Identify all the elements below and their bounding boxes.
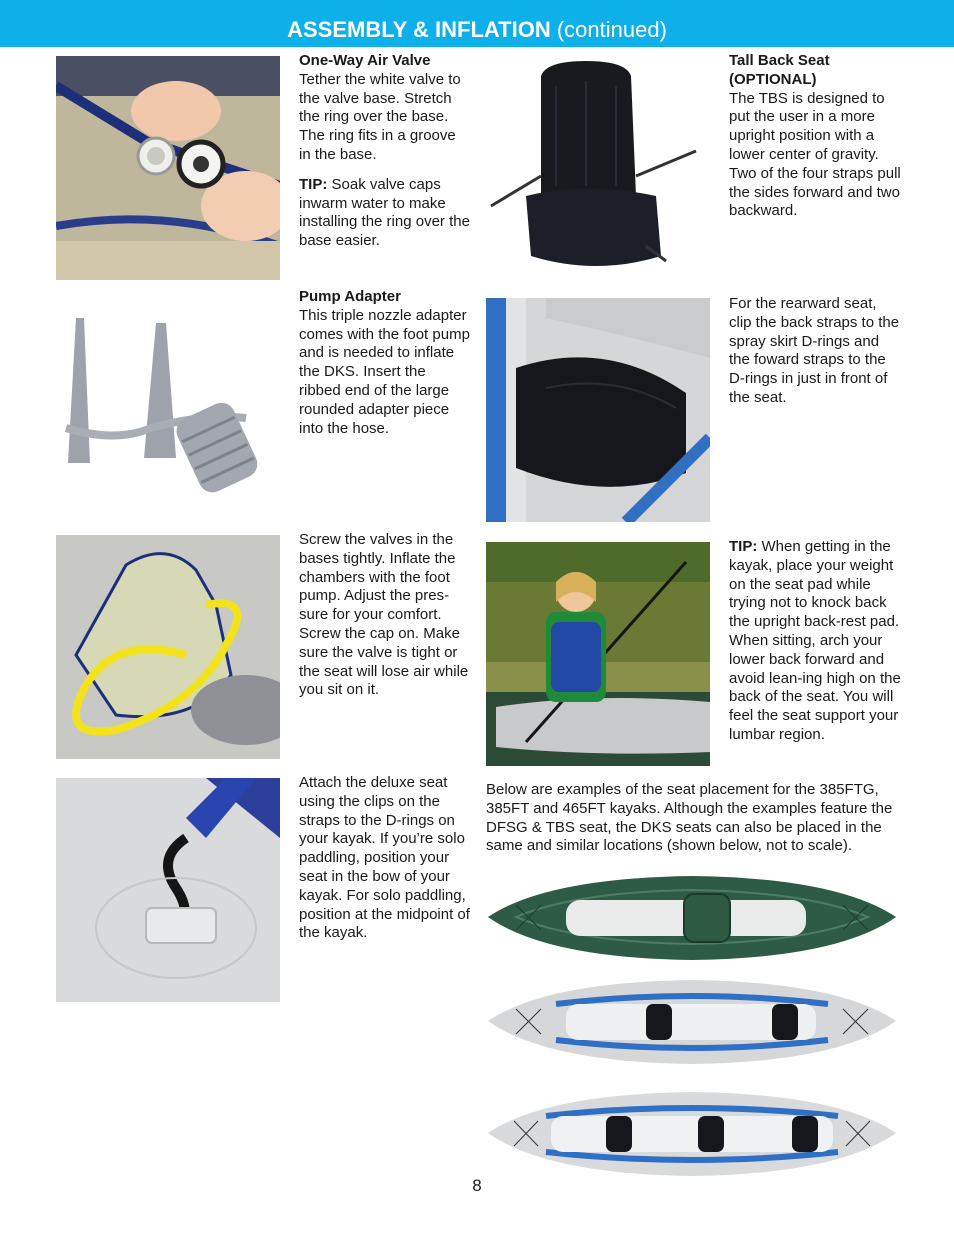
attach-body: Attach the deluxe seat using the clips on the straps to the D-rings on your kayak. If you’re solo paddling, position your seat in the bow of your kayak. For solo paddling, position at the midpoint of the kayak. — [299, 774, 470, 942]
rear-seat-body: For the rearward seat, clip the back straps to the spray skirt D-rings and the foward straps to the D-rings in just in front of the seat. — [729, 295, 900, 406]
kayak-grey-three-seat-illustration — [486, 1086, 898, 1181]
screw-body: Screw the valves in the bases tightly. Inflate the chambers with the foot pump. Adjust the pres-sure for your comfort. Screw the cap on. Make sure the valve is tight or the seat will lose air while you sit on it. — [299, 531, 469, 699]
tip2-text — [729, 538, 901, 745]
rear-seat-illustration — [486, 298, 710, 522]
pump-adapter-photo — [56, 298, 280, 498]
tall-back-seat-photo — [486, 56, 710, 280]
seat-clip-illustration — [56, 778, 280, 1002]
tbs-title-line2: (OPTIONAL) — [729, 70, 817, 88]
valve-title: One-Way Air Valve — [299, 52, 431, 69]
inflating-seat-illustration — [56, 535, 280, 759]
seat-placement-body: Below are examples of the seat placement for the 385FTG, 385FT and 465FT kayaks. Although the examples feature the DFSG & TBS seat, the DKS seats can also be placed in the same and similar locations (shown below, not to scale). — [486, 781, 893, 855]
title-bold: ASSEMBLY & INFLATION — [287, 17, 551, 42]
screw-text — [299, 531, 471, 700]
tbs-text — [729, 52, 901, 221]
paddler-photo — [486, 542, 710, 766]
pump-adapter-illustration — [56, 298, 280, 498]
valve-photo — [56, 56, 280, 280]
inflating-seat-photo — [56, 535, 280, 759]
rear-seat-text — [729, 295, 901, 408]
title-rest: (continued) — [550, 17, 667, 42]
kayak-grey-two-seat-illustration — [486, 974, 898, 1069]
tbs-title-line1: Tall Back Seat — [729, 52, 830, 69]
tip2-body: When getting in the kayak, place your weight on the seat pad while trying not to knock back the upright back-rest pad. When sitting, arch your lower back forward and avoid lean-ing high on the back of the seat. You will feel the seat support your lumbar region. — [729, 538, 901, 743]
valve-text — [299, 52, 471, 251]
valve-tip-body: Soak valve caps inwarm water to make installing the ring over the base easier. — [299, 175, 470, 250]
pump-body: This triple nozzle adapter comes with the foot pump and is needed to inflate the DKS. Insert the ribbed end of the large rounded adapter piece into the hose. — [299, 306, 470, 437]
attach-text — [299, 774, 471, 943]
rear-seat-photo — [486, 298, 710, 522]
tbs-body: The TBS is designed to put the user in a more upright position with a lower center of gravity. Two of the four straps pull the sides forward and two backward. — [729, 89, 901, 220]
tall-back-seat-illustration — [486, 56, 710, 280]
paddler-illustration — [486, 542, 710, 766]
kayak-465ft-image — [486, 1086, 898, 1181]
page-number: 8 — [472, 1176, 482, 1195]
pump-text — [299, 288, 471, 438]
valve-body: Tether the white valve to the valve base. Stretch the ring over the base. The ring fits in a groove in the base. — [299, 70, 461, 163]
valve-tip-label: TIP: — [299, 175, 328, 193]
page-title — [0, 0, 954, 47]
kayak-green-illustration — [486, 870, 898, 965]
seat-placement-text — [486, 781, 902, 856]
pump-title: Pump Adapter — [299, 288, 401, 305]
kayak-385ftg-image — [486, 870, 898, 965]
seat-clip-photo — [56, 778, 280, 1002]
kayak-385ft-image — [486, 974, 898, 1069]
valve-illustration — [56, 56, 280, 280]
tip2-label: TIP: — [729, 538, 758, 555]
